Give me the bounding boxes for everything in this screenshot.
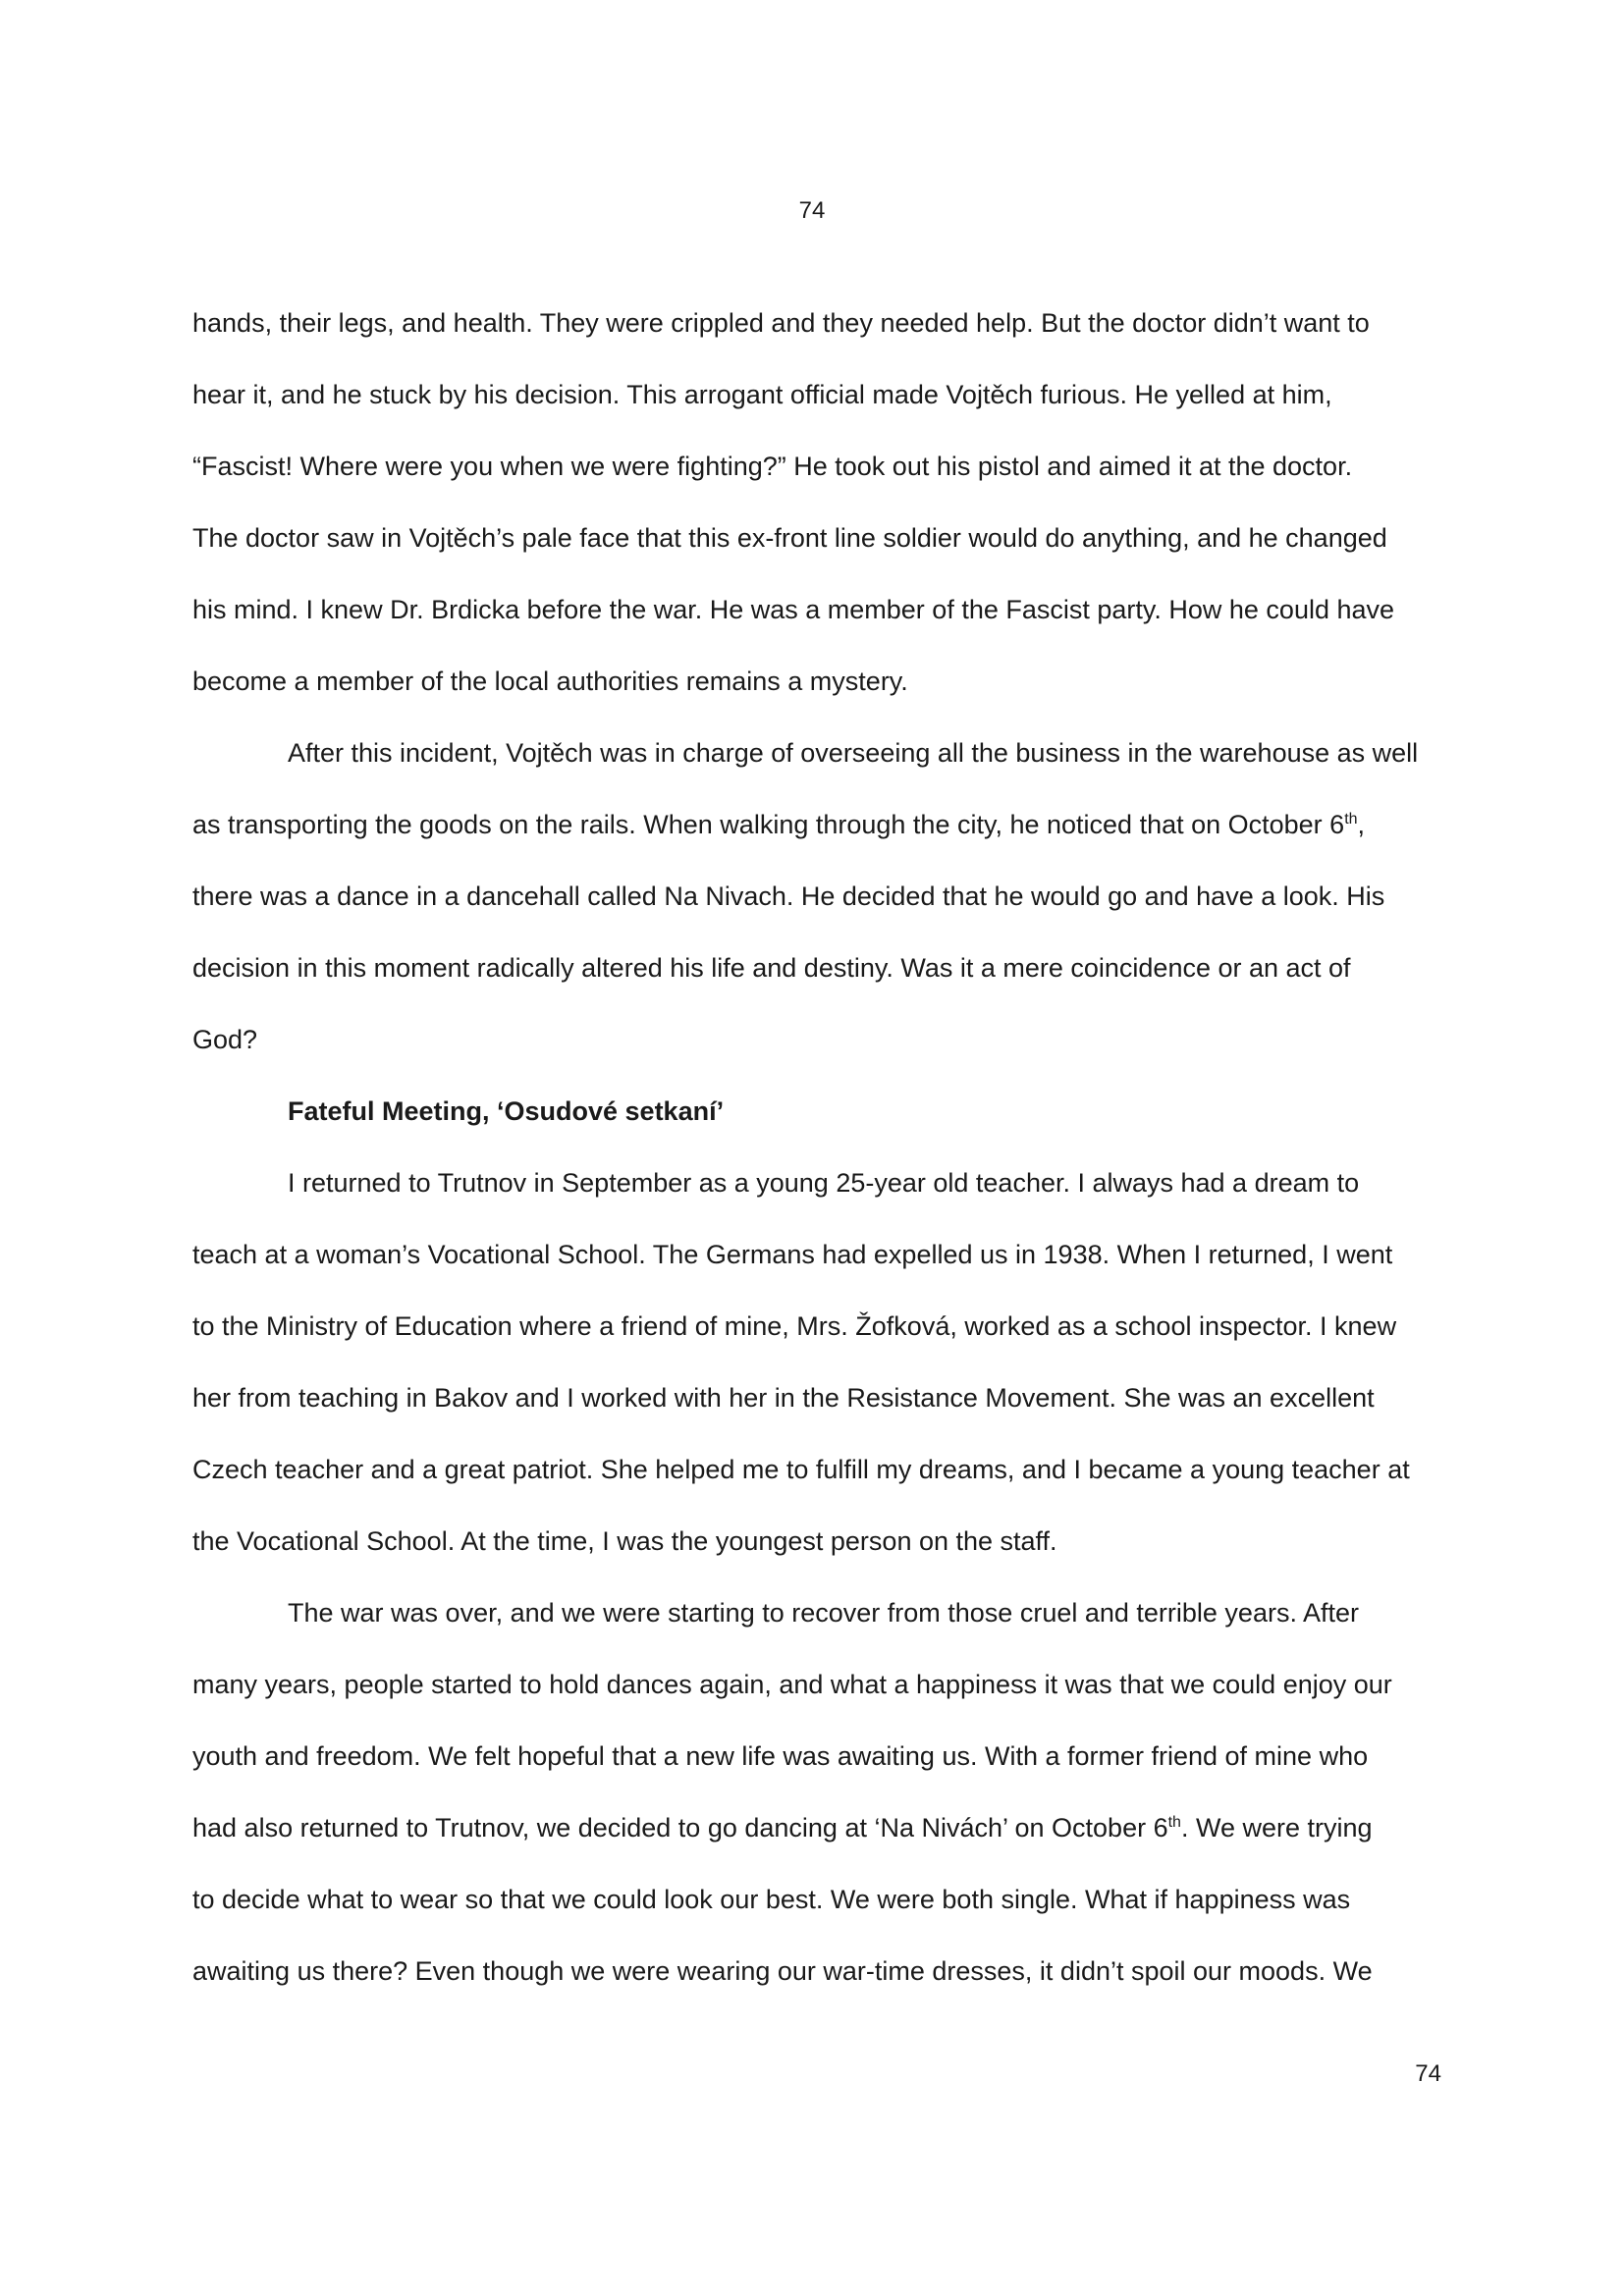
text-line: to the Ministry of Education where a friend of mine, Mrs. Žofková, worked as a school inspector. I knew [192,1311,1397,1341]
text-line: The doctor saw in Vojtěch’s pale face that this ex-front line soldier would do anything, and he changed [192,523,1387,553]
text-line: many years, people started to hold dances again, and what a happiness it was that we could enjoy our [192,1670,1392,1699]
text-line: God? [192,1025,258,1054]
text-line: decision in this moment radically altered his life and destiny. Was it a mere coincidence or an act of [192,953,1351,983]
text-line: youth and freedom. We felt hopeful that a new life was awaiting us. With a former friend of mine who [192,1741,1369,1771]
text-line [192,1792,1443,1864]
text-segment: had also returned to Trutnov, we decided to go dancing at ‘Na Nivách’ on October 6 [192,1813,1168,1842]
text-segment: , [1357,810,1366,839]
text-line: “Fascist! Where were you when we were fighting?” He took out his pistol and aimed it at the doctor. [192,452,1353,481]
text-line: The war was over, and we were starting to recover from those cruel and terrible years. After [288,1598,1359,1628]
document-body [192,288,1443,2007]
page-number-header: 74 [798,197,826,224]
text-line: teach at a woman’s Vocational School. The Germans had expelled us in 1938. When I returned, I went [192,1240,1393,1269]
text-line: become a member of the local authorities remains a mystery. [192,667,908,696]
text-line: hear it, and he stuck by his decision. This arrogant official made Vojtěch furious. He yelled at him, [192,380,1332,409]
page-number-footer: 74 [1415,2060,1441,2087]
text-line: hands, their legs, and health. They were crippled and they needed help. But the doctor didn’t want to [192,308,1370,338]
text-line: Czech teacher and a great patriot. She helped me to fulfill my dreams, and I became a young teacher at [192,1455,1410,1484]
section-heading: Fateful Meeting, ‘Osudové setkaní’ [288,1096,725,1126]
text-line: awaiting us there? Even though we were wearing our war-time dresses, it didn’t spoil our moods. We [192,1956,1373,1986]
ordinal-suffix: th [1344,811,1358,828]
text-line: I returned to Trutnov in September as a young 25-year old teacher. I always had a dream to [288,1168,1360,1198]
text-line: there was a dance in a dancehall called Na Nivach. He decided that he would go and have a look. His [192,881,1385,911]
text-line: to decide what to wear so that we could look our best. We were both single. What if happiness was [192,1885,1351,1914]
text-line: her from teaching in Bakov and I worked with her in the Resistance Movement. She was an excellent [192,1383,1375,1413]
text-line: the Vocational School. At the time, I was the youngest person on the staff. [192,1526,1057,1556]
text-line: his mind. I knew Dr. Brdicka before the war. He was a member of the Fascist party. How he could have [192,595,1395,624]
ordinal-suffix: th [1167,1814,1181,1831]
text-segment: . We were trying [1180,1813,1373,1842]
text-line: After this incident, Vojtěch was in charge of overseeing all the business in the warehouse as well [288,738,1419,768]
text-segment: as transporting the goods on the rails. When walking through the city, he noticed that on October 6 [192,810,1345,839]
text-line [192,789,1443,861]
